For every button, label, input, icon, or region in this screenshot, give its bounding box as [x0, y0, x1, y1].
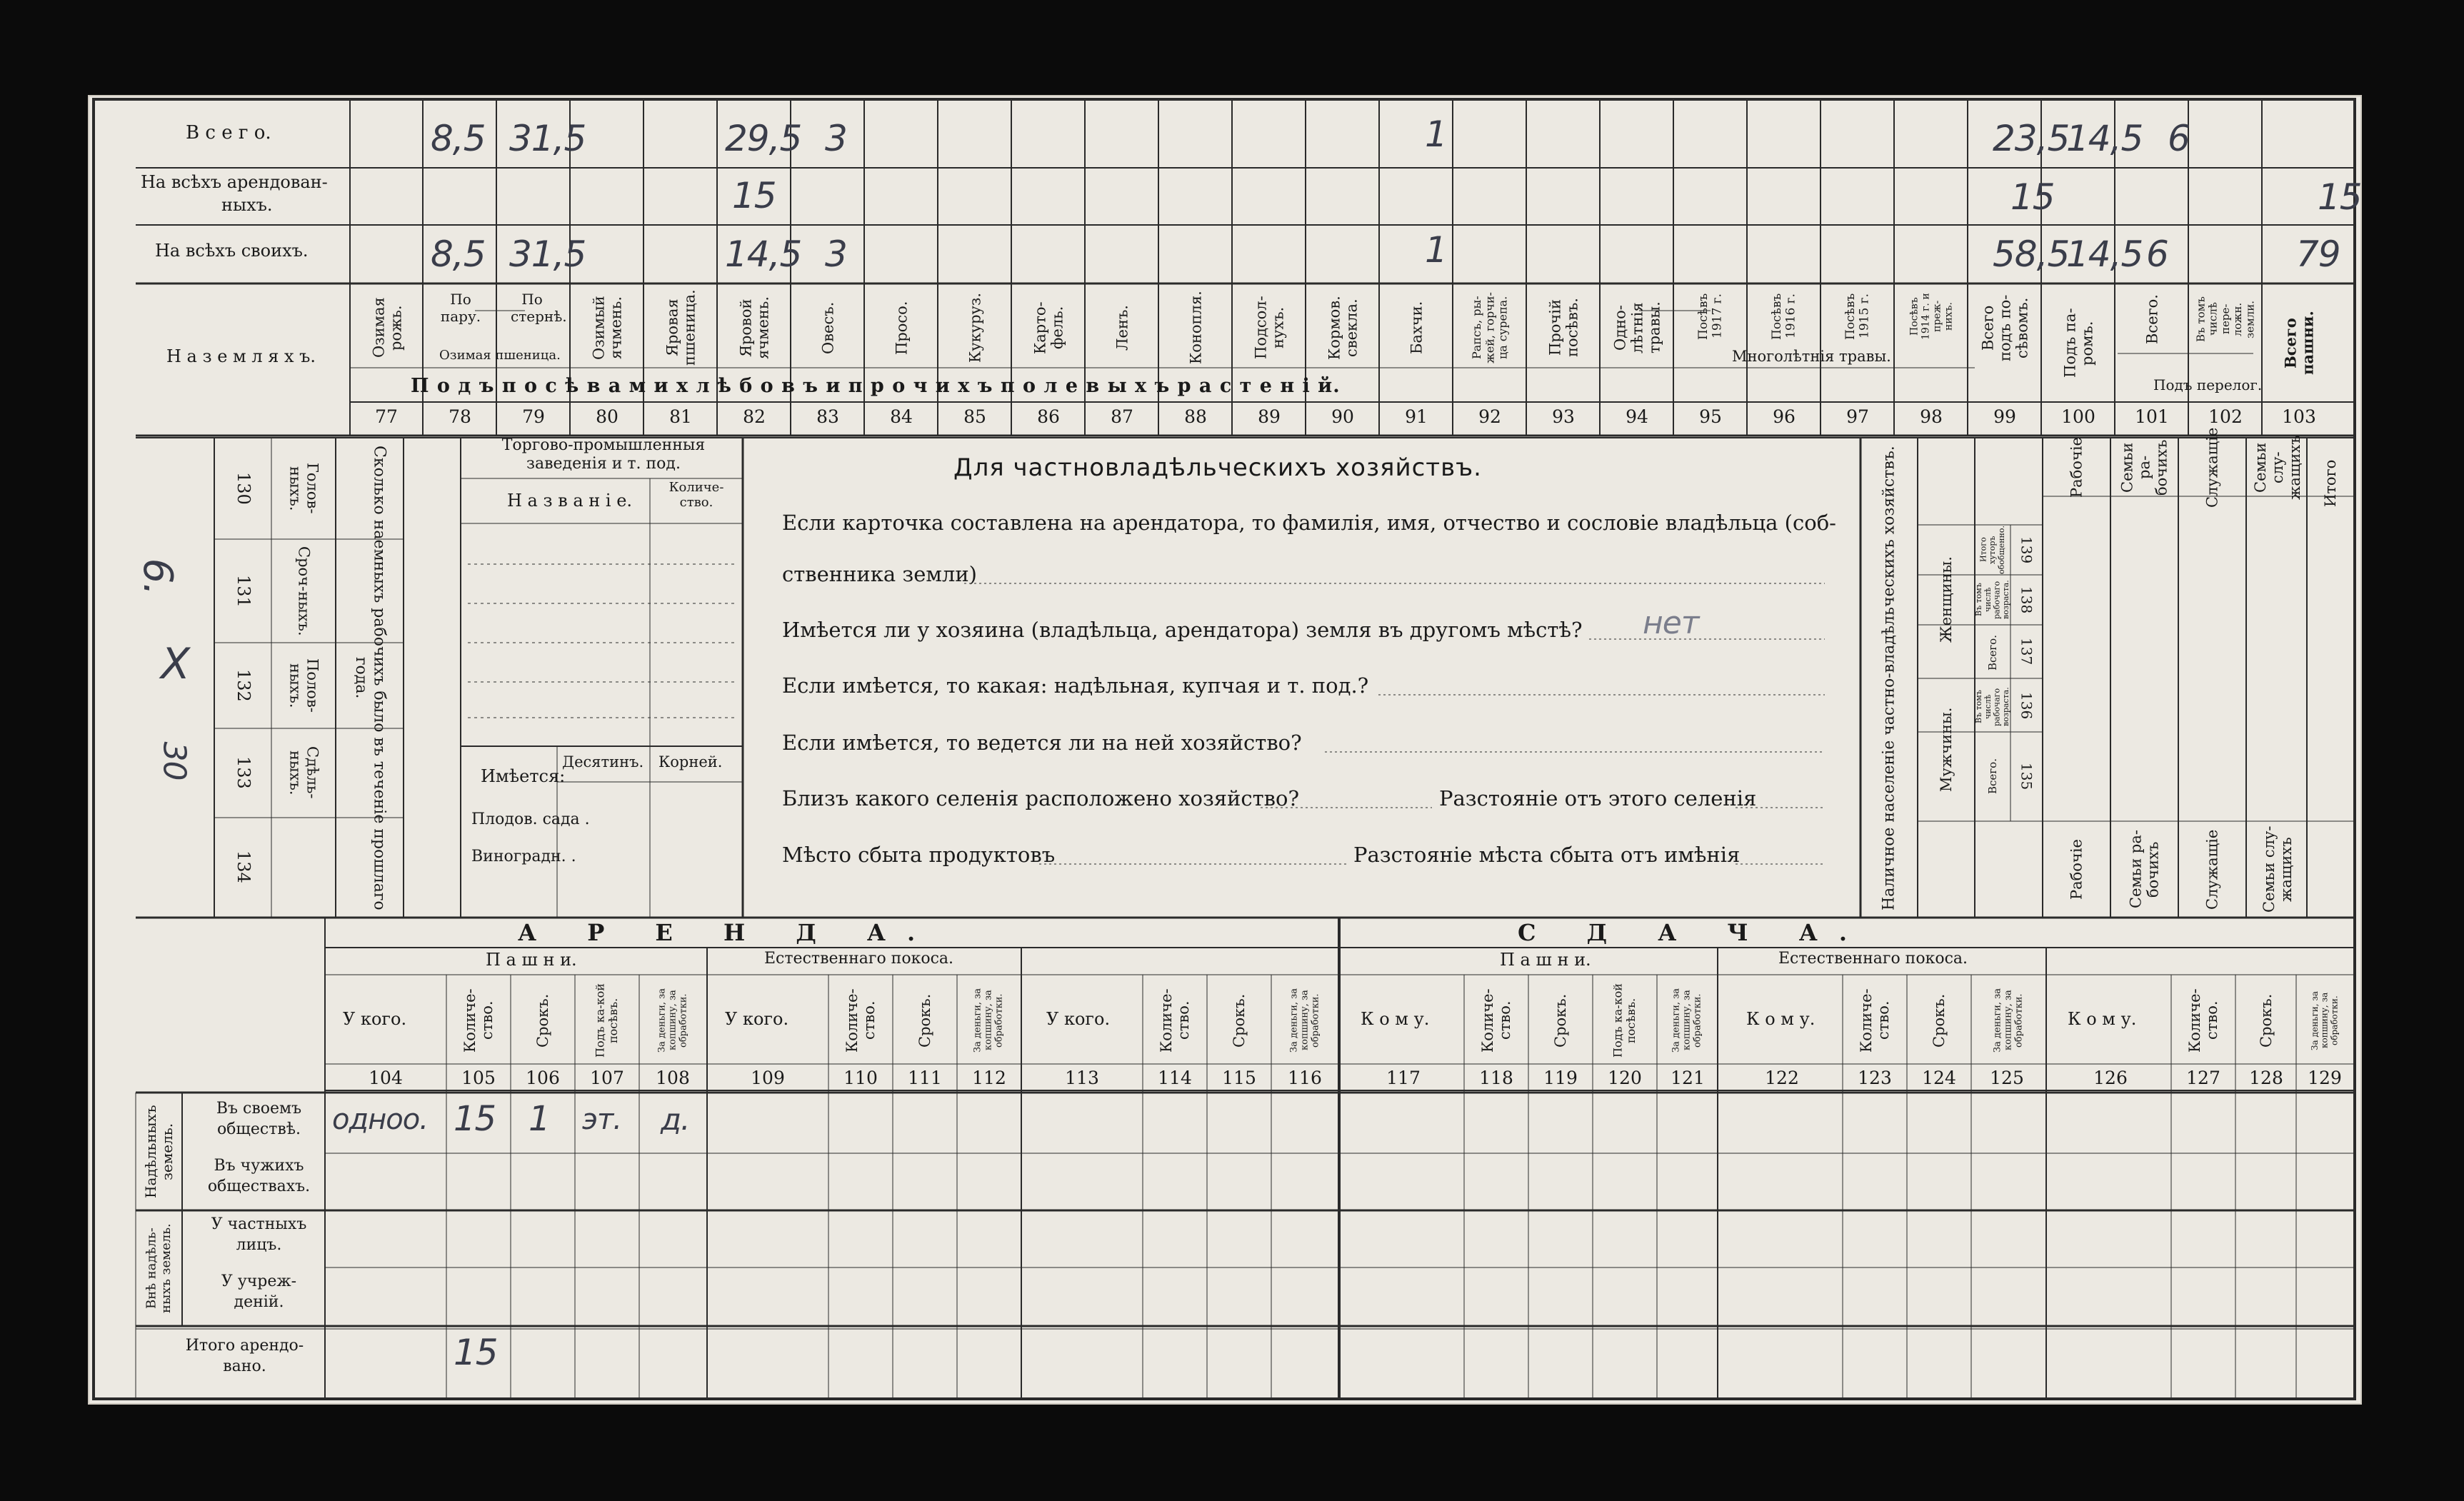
row-label-arend-2: ныхъ.	[221, 195, 273, 215]
col-num-95: 95	[1699, 406, 1722, 427]
col-num-111: 111	[908, 1068, 942, 1088]
private-title: Для частновладѣльческихъ хозяйствъ.	[953, 453, 1482, 482]
col-num-129: 129	[2308, 1068, 2342, 1088]
hw-rent-crop: эт.	[582, 1103, 621, 1136]
hw-itogo: 15	[454, 1332, 498, 1373]
hdr-ozimy-yachmen: Озимый ячмень.	[590, 296, 625, 360]
pop-itogo: Итого хуторъ обобщенно.	[1978, 525, 2006, 574]
trade-imeetsya: Имѣется:	[481, 766, 566, 786]
col-num-120: 120	[1608, 1068, 1642, 1088]
lbl-golovnyh: Голов-ныхъ.	[286, 463, 321, 514]
private-q2: Имѣется ли у хозяина (владѣльца, арендатора) земля въ другомъ мѣстѣ?	[782, 618, 1583, 642]
hw-arend-3: 15	[2318, 176, 2362, 218]
wk-semi-sluzh-bottom: Семьи слу-жащихъ	[2260, 825, 2295, 913]
hdr-yarovoy-yachmen: Яровой ячмень.	[737, 296, 772, 359]
arenda-u-kogo-2: У кого.	[725, 1009, 789, 1029]
sdacha-komu-2: К о м у.	[1746, 1009, 1816, 1029]
lbl-u-chastnyh: У частныхъ лицъ.	[211, 1215, 307, 1254]
lbl-naemnyh: Сколько наемныхъ рабочихъ было въ теченіе прошлаго года.	[352, 445, 389, 910]
hw-svoih-3: 14,5	[725, 234, 802, 275]
hw-rent-qty: 15	[454, 1099, 496, 1139]
private-q4: Если имѣется, то ведется ли на ней хозяйство?	[782, 731, 1302, 755]
hw-answer: нет	[1643, 605, 1699, 641]
lbl-u-uchrezh: У учреж-деній.	[221, 1272, 297, 1311]
col-num-100: 100	[2061, 406, 2095, 427]
col-num-84: 84	[890, 406, 913, 427]
hw-svoih-8: 6	[2146, 234, 2168, 275]
hdr-perelog-vsego: Всего.	[2143, 294, 2161, 344]
hw-svoih-2: 31,5	[509, 234, 586, 275]
col-num-77: 77	[375, 406, 398, 427]
hw-rent-pay: д.	[661, 1102, 690, 1137]
col-num-119: 119	[1543, 1068, 1578, 1088]
trade-korney: Корней.	[658, 753, 723, 770]
hw-svoih-7: 14,5	[2066, 234, 2143, 275]
hw-arend-1: 15	[732, 175, 776, 216]
col-num-125: 125	[1990, 1068, 2024, 1088]
hw-margin-1: 6.	[134, 558, 181, 596]
private-q1b: ственника земли)	[782, 562, 977, 586]
hdr-po-sterne: По стернѣ.	[511, 291, 567, 325]
pop-n135: 135	[2018, 763, 2035, 790]
sdacha-kolvo-2: Количе-ство.	[1857, 988, 1892, 1053]
col-130: 130	[233, 472, 254, 505]
hdr-posev-1917: Посѣвъ 1917 г.	[1696, 293, 1725, 340]
trade-qty-hdr: Количе-ство.	[668, 480, 724, 510]
col-num-89: 89	[1258, 406, 1281, 427]
hdr-yarovaya-pshenitsa: Яровая пшеница.	[663, 289, 698, 366]
col-num-94: 94	[1626, 406, 1648, 427]
col-132: 132	[233, 669, 254, 702]
wk-semi-rab-top: Семьи ра-бочихъ	[2118, 439, 2170, 496]
hdr-kukuruza: Кукуруз.	[966, 292, 984, 363]
trade-title: Торгово-промышленныя заведенія и т. под.	[501, 436, 706, 473]
hdr-oves: Овесъ.	[819, 301, 837, 354]
arenda-srok-2: Срокъ.	[916, 993, 933, 1048]
col-num-86: 86	[1037, 406, 1060, 427]
hdr-podsolnukh: Подсол-нухъ.	[1252, 296, 1287, 360]
hw-rent-who: одноо.	[332, 1103, 428, 1136]
hdr-ozimaya-pshenitsa: Озимая пшеница.	[439, 348, 561, 363]
col-num-85: 85	[963, 406, 986, 427]
col-num-101: 101	[2135, 406, 2169, 427]
hdr-posev-1914: Посѣвъ 1914 г. и преж-нихъ.	[1908, 293, 1955, 340]
pop-n138: 138	[2018, 586, 2035, 614]
sdacha-pod-posev: Подъ ка-кой посѣвъ.	[1611, 983, 1638, 1058]
sdacha-za-dengi-3: За деньги, за копшину, за обработки.	[2309, 990, 2340, 1050]
hw-vsego-1: 8,5	[431, 118, 486, 159]
hdr-raps: Рапсъ, ры-жей, горчи-ца сурепа.	[1469, 292, 1510, 363]
sdacha-srok-3: Срокъ.	[2257, 993, 2275, 1048]
hdr-prochiy: Прочій посѣвъ.	[1546, 298, 1581, 358]
sdacha-srok-1: Срокъ.	[1551, 993, 1569, 1048]
arenda-kolvo-1: Количе-ство.	[461, 988, 496, 1053]
sdacha-kolvo-3: Количе-ство.	[2185, 988, 2220, 1053]
col-num-93: 93	[1552, 406, 1575, 427]
col-num-99: 99	[1993, 406, 2016, 427]
col-num-80: 80	[596, 406, 618, 427]
hw-svoih-6: 58,5	[1993, 234, 2070, 275]
hw-svoih-1: 8,5	[431, 234, 486, 275]
col-num-90: 90	[1331, 406, 1354, 427]
hw-margin-3: 30	[156, 741, 193, 780]
col-num-121: 121	[1671, 1068, 1705, 1088]
hdr-posev-1915: Посѣвъ 1915 г.	[1843, 293, 1872, 340]
col-num-124: 124	[1922, 1068, 1956, 1088]
pop-muzhchiny: Мужчины.	[1937, 707, 1955, 793]
hdr-mnogoletnie: Многолѣтнія травы.	[1732, 348, 1891, 365]
hdr-bakhchi: Бахчи.	[1408, 301, 1426, 355]
col-num-127: 127	[2186, 1068, 2220, 1088]
pop-n136: 136	[2018, 691, 2035, 720]
col-num-103: 103	[2282, 406, 2316, 427]
hdr-kormov-svekla: Кормов. свекла.	[1326, 296, 1361, 360]
arenda-pokos: Естественнаго покоса.	[764, 950, 954, 968]
pop-v-tom-m: Въ томъ числѣ рабочаго возраста.	[1974, 687, 2011, 727]
hw-vsego-7: 14,5	[2066, 118, 2143, 159]
arenda-pod-posev: Подъ ка-кой посѣвъ.	[593, 983, 620, 1058]
wk-sluzhash-bottom: Служащіе	[2203, 829, 2221, 910]
hw-vsego-5: 1	[1425, 114, 1447, 155]
wk-semi-rab-bottom: Семьи ра-бочихъ	[2127, 830, 2162, 909]
sdacha-kolvo-1: Количе-ство.	[1478, 988, 1513, 1053]
arenda-u-kogo-3: У кого.	[1046, 1009, 1111, 1029]
col-num-92: 92	[1478, 406, 1501, 427]
private-q1a: Если карточка составлена на арендатора, то фамилія, имя, отчество и сословіе владѣльца (соб-	[782, 511, 1836, 535]
col-num-128: 128	[2249, 1068, 2283, 1088]
hdr-perelog-v-tom: Въ томъ числѣ пере-ложн. земли.	[2194, 296, 2257, 342]
col-num-126: 126	[2093, 1068, 2128, 1088]
lbl-v-chuzhih: Въ чужихъ обществахъ.	[207, 1157, 311, 1195]
lbl-sdelnyh: Сдѣль-ныхъ.	[286, 746, 321, 799]
col-num-118: 118	[1479, 1068, 1513, 1088]
trade-sad: Плодов. сада .	[471, 810, 590, 828]
arenda-srok-3: Срокъ.	[1230, 993, 1248, 1048]
col-num-83: 83	[816, 406, 839, 427]
col-num-123: 123	[1858, 1068, 1892, 1088]
col-num-122: 122	[1765, 1068, 1799, 1088]
col-num-82: 82	[743, 406, 766, 427]
sdacha-pokos: Естественнаго покоса.	[1778, 950, 1968, 968]
row-label-svoih: На всѣхъ своихъ.	[155, 241, 309, 261]
wk-sluzhash-top: Служащіе	[2203, 427, 2221, 508]
col-num-97: 97	[1846, 406, 1869, 427]
hw-svoih-4: 3	[825, 234, 847, 275]
col-num-116: 116	[1288, 1068, 1322, 1088]
col-num-109: 109	[751, 1068, 785, 1088]
col-num-79: 79	[522, 406, 545, 427]
col-num-108: 108	[656, 1068, 690, 1088]
pop-vsego-w: Всего.	[1985, 635, 1999, 671]
lbl-polevnyh: Полов-ныхъ.	[286, 658, 321, 713]
census-card	[89, 96, 2360, 1403]
col-num-112: 112	[972, 1068, 1006, 1088]
hw-rent-term: 1	[529, 1099, 550, 1139]
col-num-106: 106	[526, 1068, 560, 1088]
col-num-96: 96	[1773, 406, 1796, 427]
col-num-117: 117	[1386, 1068, 1421, 1088]
hdr-pod-perelogom: Подъ перелог.	[2153, 376, 2263, 393]
pop-n137: 137	[2018, 637, 2035, 666]
hw-arend-2: 15	[2010, 176, 2055, 218]
lbl-nadelnyh: Надѣльныхъ земель.	[142, 1105, 176, 1199]
hw-margin-2: X	[161, 639, 190, 689]
arenda-za-dengi-3: За деньги, за копшину, за обработки.	[1288, 988, 1321, 1053]
col-num-78: 78	[449, 406, 471, 427]
wk-rabochie-bottom: Рабочіе	[2068, 839, 2085, 900]
hw-vsego-8: 6	[2168, 118, 2190, 159]
hdr-pod-parom: Подъ па-ромъ.	[2061, 308, 2096, 378]
row-label-vsego: В с е г о.	[186, 122, 271, 144]
hdr-band: П о д ъ п о с ѣ в а м и х л ѣ б о в ъ и п р о ч и х ъ п о л е в ы х ъ р а с т е н і й.	[411, 375, 1341, 397]
private-q6: Мѣсто сбыта продуктовъ	[782, 843, 1056, 867]
pop-v-tom-w: Въ томъ числѣ рабочаго возраста.	[1974, 580, 2011, 620]
hw-svoih-9: 79	[2296, 234, 2340, 275]
col-num-87: 87	[1111, 406, 1133, 427]
hdr-vsego-pod-posevom: Всего подъ по-сѣвомъ.	[1979, 294, 2031, 361]
col-131: 131	[233, 575, 254, 608]
sdacha-pashni: П а ш н и.	[1500, 950, 1591, 970]
col-num-91: 91	[1405, 406, 1428, 427]
private-q3: Если имѣется, то какая: надѣльная, купчая и т. под.?	[782, 673, 1369, 698]
lbl-itogo-arendovano: Итого арендо-вано.	[185, 1337, 304, 1375]
hw-vsego-3: 29,5	[725, 118, 802, 159]
trade-vinograd: Виноградн. .	[471, 848, 576, 865]
hw-vsego-2: 31,5	[509, 118, 586, 159]
lbl-v-svoem: Въ своемъ обществѣ.	[216, 1100, 302, 1138]
col-num-98: 98	[1920, 406, 1943, 427]
private-q5: Близъ какого селенія расположено хозяйство?	[782, 786, 1300, 810]
hdr-proso: Просо.	[893, 301, 911, 355]
sdacha-srok-2: Срокъ.	[1930, 993, 1948, 1048]
hdr-kartofel: Карто-фель.	[1031, 301, 1066, 354]
trade-name-hdr: Н а з в а н і е.	[507, 491, 633, 511]
hdr-posev-1916: Посѣвъ 1916 г.	[1769, 293, 1798, 340]
lbl-vne-nadel: Внѣ надѣль-ныхъ земель.	[144, 1223, 174, 1314]
hdr-ozimaya-rozh: Озимая рожь.	[370, 297, 405, 358]
sdacha-title: С Д А Ч А.	[1518, 919, 1868, 946]
pop-title: Наличное населеніе частно-владѣльческихъ хозяйствъ.	[1880, 446, 1898, 911]
col-134: 134	[233, 850, 254, 883]
wk-semi-sluzh-top: Семьи слу-жащихъ	[2251, 435, 2304, 500]
col-num-107: 107	[590, 1068, 624, 1088]
col-num-113: 113	[1065, 1068, 1099, 1088]
col-num-102: 102	[2208, 406, 2243, 427]
hdr-len: Ленъ.	[1113, 305, 1131, 351]
arenda-za-dengi-1: За деньги, за копшину, за обработки.	[656, 988, 689, 1053]
private-q6b: Разстояніе мѣста сбыта отъ имѣнія	[1353, 843, 1741, 867]
private-q5b: Разстояніе отъ этого селенія	[1439, 786, 1757, 810]
lbl-srochnyh: Сроч-ныхъ.	[295, 546, 313, 636]
col-num-115: 115	[1222, 1068, 1256, 1088]
sdacha-komu-1: К о м у.	[1361, 1009, 1430, 1029]
trade-desyatin: Десятинъ.	[562, 753, 644, 770]
arenda-kolvo-3: Количе-ство.	[1157, 988, 1192, 1053]
col-num-104: 104	[369, 1068, 403, 1088]
row-label-na-zemlyah: Н а з е м л я х ъ.	[166, 346, 316, 366]
wk-itogo: Итого	[2321, 459, 2339, 508]
hdr-vsego-pashni: Всего пашни.	[2281, 311, 2317, 376]
col-num-105: 105	[461, 1068, 496, 1088]
row-label-arend-1: На всѣхъ арендован-	[141, 172, 328, 192]
col-num-81: 81	[669, 406, 692, 427]
arenda-u-kogo-1: У кого.	[343, 1009, 407, 1029]
col-133: 133	[233, 756, 254, 789]
pop-vsego-m: Всего.	[1985, 758, 1999, 795]
pop-zhenshchiny: Женщины.	[1937, 556, 1955, 643]
arenda-srok-1: Срокъ.	[534, 993, 551, 1048]
col-num-114: 114	[1158, 1068, 1192, 1088]
pop-n139: 139	[2018, 536, 2035, 564]
arenda-title: А Р Е Н Д А.	[518, 919, 937, 946]
hw-vsego-6: 23,5	[1993, 118, 2070, 159]
sdacha-za-dengi-2: За деньги, за копшину, за обработки.	[1992, 988, 2025, 1053]
sdacha-komu-3: К о м у.	[2068, 1009, 2137, 1029]
arenda-pashni: П а ш н и.	[486, 950, 577, 970]
arenda-za-dengi-2: За деньги, за копшину, за обработки.	[972, 988, 1005, 1053]
col-num-110: 110	[843, 1068, 878, 1088]
hdr-odnoletnie: Одно-лѣтнія травы.	[1611, 301, 1663, 354]
wk-rabochie-top: Рабочіе	[2068, 437, 2085, 498]
hw-vsego-4: 3	[825, 118, 847, 159]
sdacha-za-dengi-1: За деньги, за копшину, за обработки.	[1671, 988, 1703, 1053]
hdr-konoplya: Конопля.	[1187, 291, 1205, 365]
hw-svoih-5: 1	[1425, 229, 1447, 271]
col-num-88: 88	[1184, 406, 1207, 427]
arenda-kolvo-2: Количе-ство.	[843, 988, 878, 1053]
hdr-po-paru: По пару.	[440, 291, 481, 325]
